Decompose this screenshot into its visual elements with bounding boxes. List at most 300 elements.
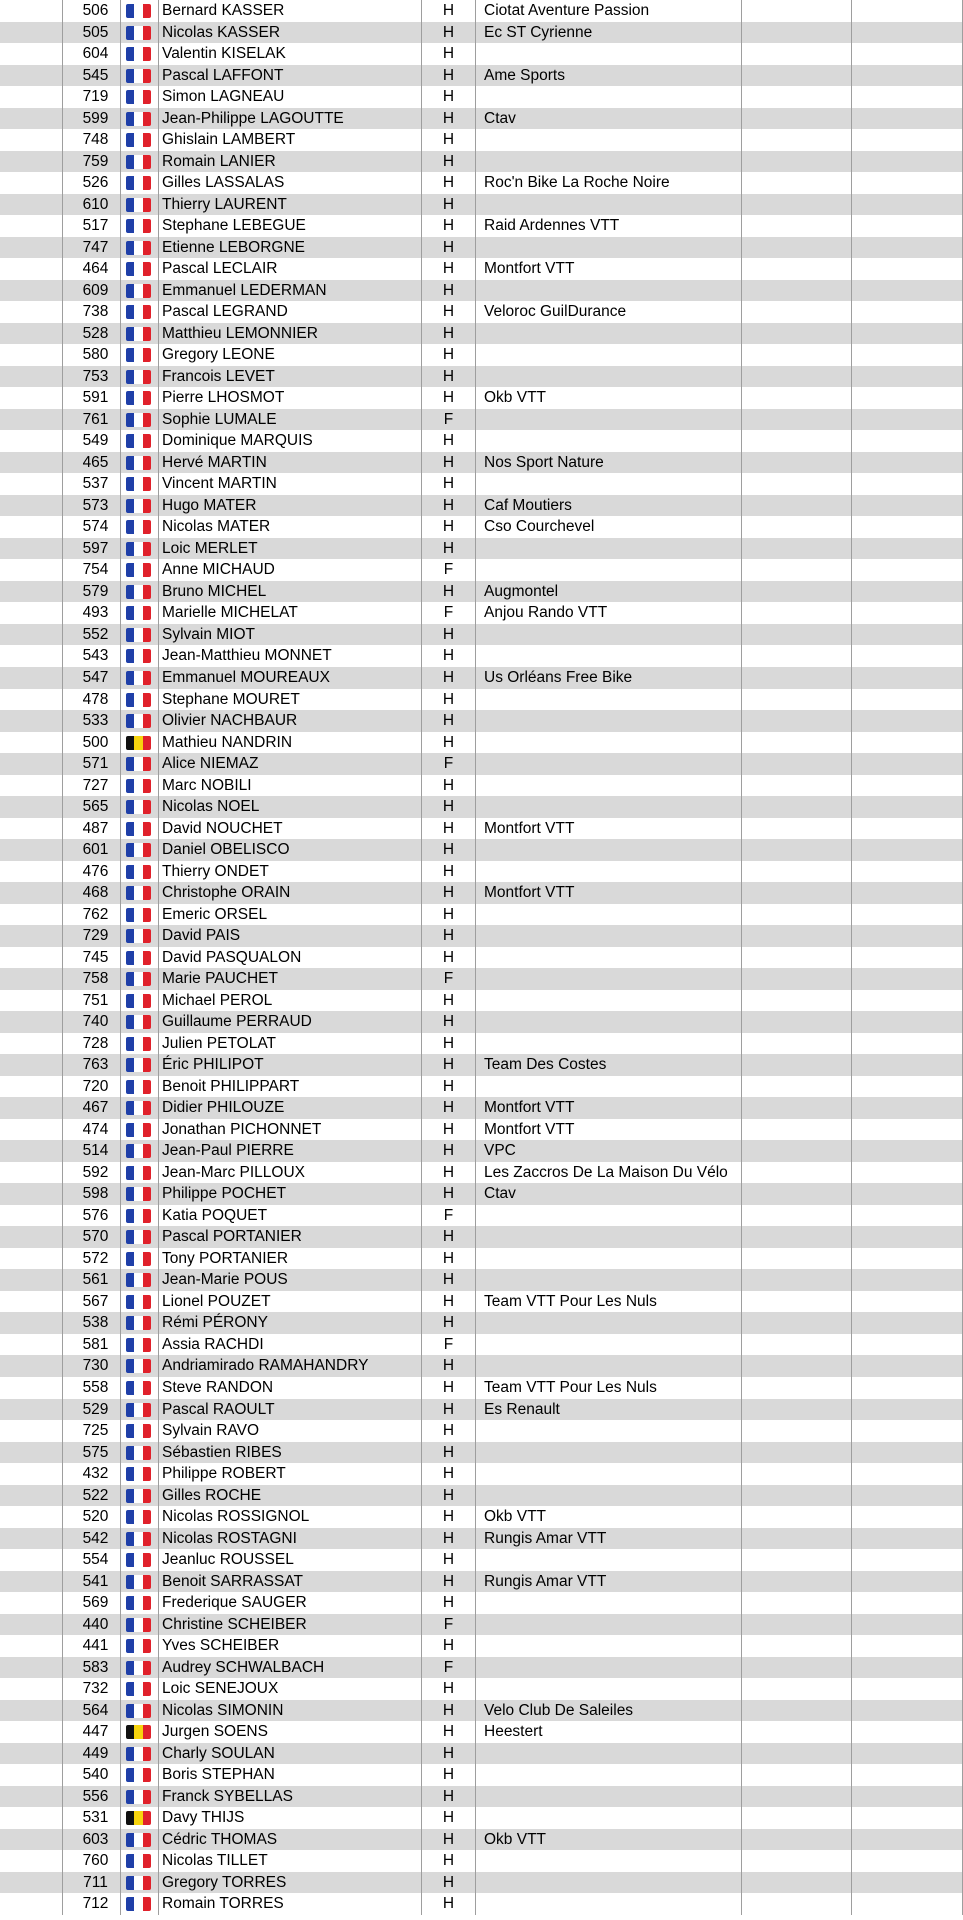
club-cell: Nos Sport Nature <box>475 452 741 474</box>
bib-number-cell: 537 <box>62 473 120 495</box>
empty-cell <box>851 129 963 151</box>
bib-number-cell: 541 <box>62 1571 120 1593</box>
sex-cell: H <box>421 1764 475 1786</box>
rider-name-cell: Benoit PHILIPPART <box>158 1076 421 1098</box>
empty-cell <box>851 796 963 818</box>
bib-number-cell: 573 <box>62 495 120 517</box>
france-flag-icon <box>126 1876 151 1890</box>
bib-number-cell: 487 <box>62 818 120 840</box>
table-row <box>0 1549 963 1571</box>
empty-cell <box>741 1786 851 1808</box>
empty-cell <box>741 1011 851 1033</box>
france-flag-icon <box>126 1295 151 1309</box>
empty-cell <box>851 1721 963 1743</box>
table-row <box>0 538 963 560</box>
france-flag-icon <box>126 1897 151 1911</box>
rider-name-cell: David PASQUALON <box>158 947 421 969</box>
nationality-cell <box>120 452 158 474</box>
bib-number-cell: 447 <box>62 1721 120 1743</box>
table-row <box>0 1269 963 1291</box>
club-cell: Anjou Rando VTT <box>475 602 741 624</box>
france-flag-icon <box>126 1424 151 1438</box>
france-flag-icon <box>126 1403 151 1417</box>
rider-name-cell: Pascal RAOULT <box>158 1399 421 1421</box>
club-cell <box>475 1248 741 1270</box>
bib-number-cell: 467 <box>62 1097 120 1119</box>
nationality-cell <box>120 1764 158 1786</box>
table-row <box>0 452 963 474</box>
sex-cell: H <box>421 1054 475 1076</box>
empty-cell <box>851 387 963 409</box>
empty-cell <box>851 1442 963 1464</box>
sex-cell: H <box>421 86 475 108</box>
nationality-cell <box>120 43 158 65</box>
table-row <box>0 667 963 689</box>
table-row <box>0 194 963 216</box>
empty-cell <box>851 1657 963 1679</box>
empty-cell <box>851 1700 963 1722</box>
rider-name-cell: Mathieu NANDRIN <box>158 732 421 754</box>
sex-cell: H <box>421 1592 475 1614</box>
sex-cell: H <box>421 452 475 474</box>
rider-name-cell: Nicolas SIMONIN <box>158 1700 421 1722</box>
france-flag-icon <box>126 1187 151 1201</box>
sex-cell: H <box>421 1162 475 1184</box>
club-cell <box>475 344 741 366</box>
club-cell <box>475 1334 741 1356</box>
empty-cell <box>851 581 963 603</box>
table-row <box>0 581 963 603</box>
france-flag-icon <box>126 1833 151 1847</box>
france-flag-icon <box>126 26 151 40</box>
club-cell <box>475 1033 741 1055</box>
table-row <box>0 1119 963 1141</box>
empty-cell <box>851 1011 963 1033</box>
club-cell: Ctav <box>475 1183 741 1205</box>
club-cell <box>475 732 741 754</box>
empty-cell <box>851 172 963 194</box>
empty-cell <box>851 366 963 388</box>
nationality-cell <box>120 861 158 883</box>
rider-name-cell: Bernard KASSER <box>158 0 421 22</box>
bib-number-cell: 754 <box>62 559 120 581</box>
nationality-cell <box>120 1355 158 1377</box>
club-cell: Okb VTT <box>475 1506 741 1528</box>
bib-number-cell: 449 <box>62 1743 120 1765</box>
club-cell <box>475 1269 741 1291</box>
empty-cell <box>851 258 963 280</box>
sex-cell: F <box>421 753 475 775</box>
france-flag-icon <box>126 800 151 814</box>
empty-cell <box>851 1463 963 1485</box>
table-row <box>0 968 963 990</box>
bib-number-cell: 538 <box>62 1312 120 1334</box>
nationality-cell <box>120 1119 158 1141</box>
france-flag-icon <box>126 1123 151 1137</box>
nationality-cell <box>120 1807 158 1829</box>
france-flag-icon <box>126 822 151 836</box>
table-row <box>0 387 963 409</box>
club-cell <box>475 645 741 667</box>
empty-cell <box>741 1614 851 1636</box>
nationality-cell <box>120 22 158 44</box>
france-flag-icon <box>126 671 151 685</box>
rider-name-cell: Jean-Marc PILLOUX <box>158 1162 421 1184</box>
bib-number-cell: 732 <box>62 1678 120 1700</box>
table-row <box>0 990 963 1012</box>
club-cell <box>475 839 741 861</box>
sex-cell: H <box>421 1248 475 1270</box>
empty-cell <box>851 1807 963 1829</box>
bib-number-cell: 464 <box>62 258 120 280</box>
nationality-cell <box>120 925 158 947</box>
nationality-cell <box>120 1635 158 1657</box>
france-flag-icon <box>126 1618 151 1632</box>
rider-name-cell: Yves SCHEIBER <box>158 1635 421 1657</box>
rider-name-cell: Philippe ROBERT <box>158 1463 421 1485</box>
france-flag-icon <box>126 628 151 642</box>
empty-cell <box>741 1183 851 1205</box>
nationality-cell <box>120 1463 158 1485</box>
nationality-cell <box>120 258 158 280</box>
empty-cell <box>851 1614 963 1636</box>
table-row <box>0 215 963 237</box>
empty-cell <box>741 1528 851 1550</box>
bib-number-cell: 580 <box>62 344 120 366</box>
bib-number-cell: 505 <box>62 22 120 44</box>
rider-name-cell: Vincent MARTIN <box>158 473 421 495</box>
nationality-cell <box>120 1226 158 1248</box>
bib-number-cell: 570 <box>62 1226 120 1248</box>
sex-cell: H <box>421 1355 475 1377</box>
club-cell <box>475 1355 741 1377</box>
sex-cell: F <box>421 1614 475 1636</box>
bib-number-cell: 748 <box>62 129 120 151</box>
empty-cell <box>851 538 963 560</box>
france-flag-icon <box>126 1209 151 1223</box>
bib-number-cell: 712 <box>62 1893 120 1915</box>
table-row <box>0 904 963 926</box>
france-flag-icon <box>126 305 151 319</box>
france-flag-icon <box>126 434 151 448</box>
table-row <box>0 151 963 173</box>
rider-name-cell: Nicolas MATER <box>158 516 421 538</box>
sex-cell: H <box>421 796 475 818</box>
club-cell: Velo Club De Saleiles <box>475 1700 741 1722</box>
table-row <box>0 753 963 775</box>
rider-name-cell: Ghislain LAMBERT <box>158 129 421 151</box>
empty-cell <box>741 1485 851 1507</box>
rider-name-cell: Hugo MATER <box>158 495 421 517</box>
empty-cell <box>741 1399 851 1421</box>
club-cell <box>475 1076 741 1098</box>
france-flag-icon <box>126 90 151 104</box>
rider-name-cell: Nicolas TILLET <box>158 1850 421 1872</box>
france-flag-icon <box>126 47 151 61</box>
rider-name-cell: Sophie LUMALE <box>158 409 421 431</box>
nationality-cell <box>120 409 158 431</box>
rider-name-cell: Gilles LASSALAS <box>158 172 421 194</box>
empty-cell <box>851 430 963 452</box>
club-cell <box>475 947 741 969</box>
france-flag-icon <box>126 348 151 362</box>
france-flag-icon <box>126 779 151 793</box>
empty-cell <box>741 1700 851 1722</box>
club-cell: Rungis Amar VTT <box>475 1528 741 1550</box>
empty-cell <box>741 108 851 130</box>
empty-cell <box>741 1269 851 1291</box>
club-cell: Caf Moutiers <box>475 495 741 517</box>
france-flag-icon <box>126 477 151 491</box>
sex-cell: H <box>421 1829 475 1851</box>
empty-cell <box>851 344 963 366</box>
nationality-cell <box>120 151 158 173</box>
bib-number-cell: 514 <box>62 1140 120 1162</box>
club-cell <box>475 151 741 173</box>
rider-name-cell: Anne MICHAUD <box>158 559 421 581</box>
table-row <box>0 1528 963 1550</box>
bib-number-cell: 556 <box>62 1786 120 1808</box>
table-row <box>0 172 963 194</box>
empty-cell <box>851 301 963 323</box>
rider-name-cell: Marc NOBILI <box>158 775 421 797</box>
bib-number-cell: 561 <box>62 1269 120 1291</box>
rider-name-cell: Gregory LEONE <box>158 344 421 366</box>
france-flag-icon <box>126 413 151 427</box>
bib-number-cell: 529 <box>62 1399 120 1421</box>
rider-name-cell: Pascal LAFFONT <box>158 65 421 87</box>
rider-name-cell: Daniel OBELISCO <box>158 839 421 861</box>
empty-cell <box>741 323 851 345</box>
club-cell <box>475 1420 741 1442</box>
table-row <box>0 839 963 861</box>
club-cell <box>475 538 741 560</box>
belgium-flag-icon <box>126 1811 151 1825</box>
table-row <box>0 1248 963 1270</box>
empty-cell <box>741 1850 851 1872</box>
empty-cell <box>851 1592 963 1614</box>
table-row <box>0 1033 963 1055</box>
rider-name-cell: Jean-Matthieu MONNET <box>158 645 421 667</box>
empty-cell <box>741 667 851 689</box>
sex-cell: H <box>421 710 475 732</box>
nationality-cell <box>120 1850 158 1872</box>
empty-cell <box>851 602 963 624</box>
bib-number-cell: 738 <box>62 301 120 323</box>
club-cell <box>475 689 741 711</box>
france-flag-icon <box>126 112 151 126</box>
bib-number-cell: 571 <box>62 753 120 775</box>
empty-cell <box>851 0 963 22</box>
nationality-cell <box>120 1872 158 1894</box>
empty-cell <box>741 1549 851 1571</box>
empty-cell <box>741 495 851 517</box>
sex-cell: H <box>421 1635 475 1657</box>
rider-name-cell: Didier PHILOUZE <box>158 1097 421 1119</box>
table-row <box>0 301 963 323</box>
empty-cell <box>741 258 851 280</box>
sex-cell: H <box>421 1678 475 1700</box>
france-flag-icon <box>126 499 151 513</box>
nationality-cell <box>120 775 158 797</box>
rider-name-cell: David NOUCHET <box>158 818 421 840</box>
empty-cell <box>851 775 963 797</box>
nationality-cell <box>120 710 158 732</box>
sex-cell: H <box>421 861 475 883</box>
empty-cell <box>741 43 851 65</box>
rider-name-cell: Jurgen SOENS <box>158 1721 421 1743</box>
rider-name-cell: David PAIS <box>158 925 421 947</box>
table-row <box>0 1829 963 1851</box>
nationality-cell <box>120 1205 158 1227</box>
rider-name-cell: Assia RACHDI <box>158 1334 421 1356</box>
france-flag-icon <box>126 1532 151 1546</box>
sex-cell: H <box>421 237 475 259</box>
bib-number-cell: 567 <box>62 1291 120 1313</box>
sex-cell: H <box>421 1033 475 1055</box>
rider-name-cell: Éric PHILIPOT <box>158 1054 421 1076</box>
table-row <box>0 1700 963 1722</box>
france-flag-icon <box>126 1510 151 1524</box>
bib-number-cell: 575 <box>62 1442 120 1464</box>
sex-cell: H <box>421 1442 475 1464</box>
club-cell <box>475 409 741 431</box>
club-cell: Roc'n Bike La Roche Noire <box>475 172 741 194</box>
empty-cell <box>741 1248 851 1270</box>
rider-name-cell: Boris STEPHAN <box>158 1764 421 1786</box>
nationality-cell <box>120 344 158 366</box>
empty-cell <box>741 430 851 452</box>
table-row <box>0 1872 963 1894</box>
empty-cell <box>741 366 851 388</box>
france-flag-icon <box>126 1359 151 1373</box>
bib-number-cell: 478 <box>62 689 120 711</box>
empty-cell <box>741 1872 851 1894</box>
empty-cell <box>851 839 963 861</box>
nationality-cell <box>120 280 158 302</box>
sex-cell: H <box>421 818 475 840</box>
bib-number-cell: 759 <box>62 151 120 173</box>
club-cell <box>475 1893 741 1915</box>
bib-number-cell: 729 <box>62 925 120 947</box>
bib-number-cell: 728 <box>62 1033 120 1055</box>
nationality-cell <box>120 516 158 538</box>
sex-cell: H <box>421 645 475 667</box>
empty-cell <box>851 1097 963 1119</box>
table-row <box>0 645 963 667</box>
table-row <box>0 1463 963 1485</box>
rider-name-cell: Sébastien RIBES <box>158 1442 421 1464</box>
sex-cell: H <box>421 1399 475 1421</box>
rider-name-cell: Matthieu LEMONNIER <box>158 323 421 345</box>
table-row <box>0 689 963 711</box>
club-cell <box>475 366 741 388</box>
club-cell <box>475 1657 741 1679</box>
france-flag-icon <box>126 1252 151 1266</box>
empty-cell <box>741 538 851 560</box>
bib-number-cell: 760 <box>62 1850 120 1872</box>
sex-cell: H <box>421 301 475 323</box>
bib-number-cell: 753 <box>62 366 120 388</box>
club-cell <box>475 430 741 452</box>
bib-number-cell: 474 <box>62 1119 120 1141</box>
empty-cell <box>741 1377 851 1399</box>
club-cell: Okb VTT <box>475 1829 741 1851</box>
france-flag-icon <box>126 1682 151 1696</box>
empty-cell <box>741 581 851 603</box>
empty-cell <box>851 559 963 581</box>
rider-name-cell: Katia POQUET <box>158 1205 421 1227</box>
sex-cell: H <box>421 1549 475 1571</box>
empty-cell <box>851 151 963 173</box>
nationality-cell <box>120 602 158 624</box>
bib-number-cell: 545 <box>62 65 120 87</box>
club-cell: Montfort VTT <box>475 882 741 904</box>
nationality-cell <box>120 215 158 237</box>
empty-cell <box>851 1355 963 1377</box>
bib-number-cell: 441 <box>62 1635 120 1657</box>
france-flag-icon <box>126 1747 151 1761</box>
france-flag-icon <box>126 1101 151 1115</box>
club-cell <box>475 280 741 302</box>
empty-cell <box>741 775 851 797</box>
rider-name-cell: Pascal LEGRAND <box>158 301 421 323</box>
empty-cell <box>851 689 963 711</box>
france-flag-icon <box>126 198 151 212</box>
france-flag-icon <box>126 1854 151 1868</box>
empty-cell <box>741 818 851 840</box>
nationality-cell <box>120 990 158 1012</box>
sex-cell: H <box>421 839 475 861</box>
empty-cell <box>851 237 963 259</box>
table-row <box>0 65 963 87</box>
club-cell <box>475 129 741 151</box>
empty-cell <box>741 0 851 22</box>
france-flag-icon <box>126 1316 151 1330</box>
club-cell <box>475 1592 741 1614</box>
france-flag-icon <box>126 262 151 276</box>
sex-cell: H <box>421 1786 475 1808</box>
club-cell <box>475 1872 741 1894</box>
sex-cell: H <box>421 990 475 1012</box>
sex-cell: H <box>421 1571 475 1593</box>
empty-cell <box>851 1764 963 1786</box>
bib-number-cell: 610 <box>62 194 120 216</box>
bib-number-cell: 591 <box>62 387 120 409</box>
empty-cell <box>741 796 851 818</box>
empty-cell <box>851 1743 963 1765</box>
bib-number-cell: 720 <box>62 1076 120 1098</box>
empty-cell <box>741 129 851 151</box>
table-row <box>0 1011 963 1033</box>
rider-name-cell: Christophe ORAIN <box>158 882 421 904</box>
table-row <box>0 1312 963 1334</box>
table-row <box>0 366 963 388</box>
table-row <box>0 1183 963 1205</box>
table-row <box>0 495 963 517</box>
empty-cell <box>741 1506 851 1528</box>
france-flag-icon <box>126 886 151 900</box>
nationality-cell <box>120 624 158 646</box>
bib-number-cell: 758 <box>62 968 120 990</box>
nationality-cell <box>120 1700 158 1722</box>
empty-cell <box>851 990 963 1012</box>
nationality-cell <box>120 559 158 581</box>
sex-cell: H <box>421 194 475 216</box>
club-cell <box>475 1549 741 1571</box>
rider-name-cell: Rémi PÉRONY <box>158 1312 421 1334</box>
belgium-flag-icon <box>126 1725 151 1739</box>
